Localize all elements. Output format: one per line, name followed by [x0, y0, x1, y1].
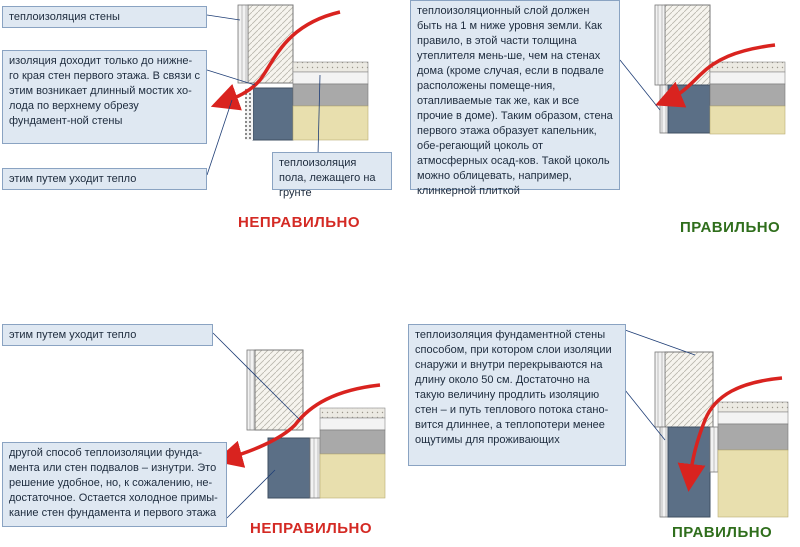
leader-line	[207, 15, 240, 20]
leader-line	[620, 60, 660, 110]
concrete-slab	[718, 424, 788, 450]
ground-soil	[320, 454, 385, 498]
verdict-bottom-right: ПРАВИЛЬНО	[672, 524, 773, 541]
concrete-slab	[293, 84, 368, 106]
floor-insulation	[710, 72, 785, 84]
floor-insulation	[718, 412, 788, 424]
leader-line	[207, 100, 232, 175]
drawing-bottom-left	[213, 333, 385, 518]
foundation-wall	[268, 438, 310, 498]
wall-insulation	[238, 5, 248, 83]
verdict-top-left: НЕПРАВИЛЬНО	[238, 214, 361, 231]
drainage-layer	[245, 88, 253, 140]
foundation-inner-insulation	[310, 438, 320, 498]
concrete-slab	[320, 430, 385, 454]
floor-screed	[293, 62, 368, 72]
foundation-wall	[253, 88, 293, 140]
ground-soil	[710, 106, 785, 134]
wall-insulation	[655, 352, 665, 427]
callout-heat-loss-path: этим путем уходит тепло	[2, 168, 207, 190]
callout-floor-insulation: теплоизоляция пола, лежащего на грунте	[272, 152, 392, 190]
callout-below-ground-insulation: теплоизоляционный слой должен быть на 1 м ниже уровня земли. Как правило, в этой части толщина утеплителя мень-ше, чем на стенах дома (кроме случая, если в подвале расположены помеще-ния, отапливаемые так же, как и все прочие в доме). Таким образом, стена первого этажа образует капельник, обе-регающий цоколь от атмосферных осад-ков. Такой цоколь можно облицевать, например, клинкерной плиткой	[410, 0, 620, 190]
concrete-slab	[710, 84, 785, 106]
ground-soil	[293, 106, 368, 140]
floor-insulation	[320, 418, 385, 430]
callout-wall-insulation: теплоизоляция стены	[2, 6, 207, 28]
foundation-wall	[668, 85, 710, 133]
callout-overlap-insulation: теплоизоляция фундаментной стены способом, при котором слои изоляции снаружи и внутри перекрываются на длину около 50 см. Достаточно на такую величину продлить изоляцию стен – и путь теплового потока стано-вится длиннее, а теплопотери менее ощутимы для проживающих	[408, 324, 626, 466]
drawing-top-right	[620, 5, 785, 134]
floor-screed	[710, 62, 785, 72]
foundation-insulation	[660, 85, 668, 133]
drawing-top-left	[207, 5, 368, 175]
floor-screed	[718, 402, 788, 412]
drawing-bottom-right	[625, 330, 788, 517]
foundation-inner-insulation	[710, 427, 718, 472]
callout-cold-bridge: изоляция доходит только до нижне-го края стен первого этажа. В связи с этим возникает длинный мостик хо-лода по верхнему обрезу фундамент-ной стены	[2, 50, 207, 144]
wall-insulation	[655, 5, 665, 85]
floor-insulation	[293, 72, 368, 84]
callout-heat-loss-path: этим путем уходит тепло	[2, 324, 213, 346]
wall-insulation	[247, 350, 255, 430]
wall-masonry	[255, 350, 303, 430]
verdict-top-right: ПРАВИЛЬНО	[680, 219, 781, 236]
verdict-bottom-left: НЕПРАВИЛЬНО	[250, 520, 373, 537]
foundation-outer-insulation	[660, 427, 668, 517]
ground-soil	[718, 450, 788, 517]
callout-inside-insulation: другой способ теплоизоляции фунда-мента или стен подвалов – изнутри. Это решение удобное, но, к сожалению, не-достаточное. Остается холодное примы-кание стен фундамента и первого этажа	[2, 442, 227, 527]
floor-screed	[320, 408, 385, 418]
leader-line	[625, 330, 695, 355]
